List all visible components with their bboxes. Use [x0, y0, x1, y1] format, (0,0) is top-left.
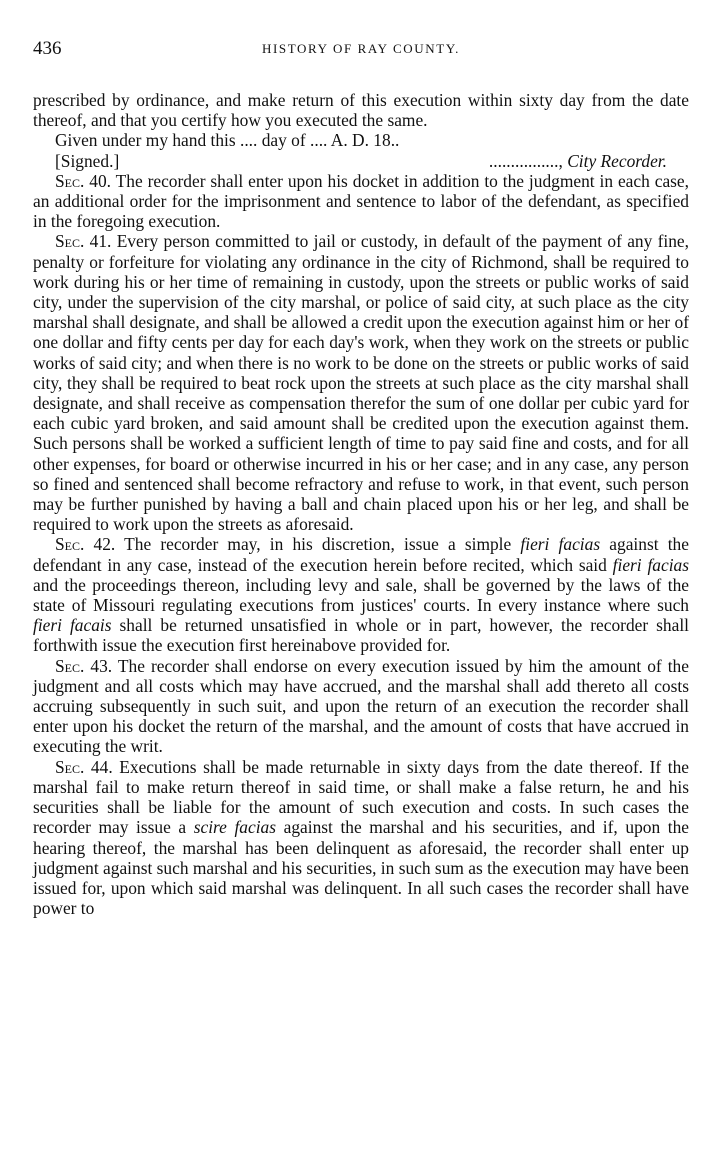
- latin-term: scire facias: [193, 817, 277, 838]
- section-44: [33, 757, 689, 919]
- section-text: against the defendant in any case, instead of the execution herein before recited, which said: [33, 534, 689, 575]
- section-text: Executions shall be made returnable in sixty days from the date thereof. If the marshal fail to make return thereof in said time, or shall make a false return, he and his securities shall be liable for the amount of such execution and costs. In such cases the recorder may issue a: [33, 756, 689, 838]
- latin-term: fieri facias: [612, 554, 689, 575]
- section-43: [33, 656, 689, 757]
- signature-block: [489, 151, 667, 171]
- section-42: [33, 534, 689, 655]
- section-label: Sec. 44.: [55, 756, 113, 777]
- latin-term: fieri facias: [520, 534, 601, 555]
- body-text: [33, 90, 689, 918]
- section-41: [33, 231, 689, 534]
- section-text: The recorder shall enter upon his docket in addition to the judgment in each case, an additional order for the imprisonment and sentence to labor of the defendant, as specified in the foregoing execution.: [33, 170, 689, 232]
- section-text: against the marshal and his securities, and if, upon the hearing thereof, the marshal has been delinquent as aforesaid, the recorder shall enter up judgment against such marshal and his securities, in such sum as the execution may have been issued for, upon which said marshal was delinquent. In all such cases the recorder shall have power to: [33, 817, 689, 919]
- running-title: HISTORY OF RAY COUNTY.: [262, 41, 460, 56]
- latin-term: fieri facais: [33, 615, 112, 636]
- page-number: 436: [33, 38, 62, 59]
- book-page: [33, 38, 689, 918]
- section-text: and the proceedings thereon, including levy and sale, shall be governed by the laws of the state of Missouri regulating executions from justices' courts. In every instance where such: [33, 574, 689, 616]
- signature-line: [33, 151, 689, 171]
- section-text: shall be returned unsatisfied in whole or in part, however, the recorder shall forthwith issue the execution first hereinabove provided for.: [33, 615, 689, 656]
- section-label: Sec. 41.: [55, 231, 112, 252]
- section-label: Sec. 40.: [55, 170, 112, 191]
- signed-label: [Signed.]: [55, 150, 120, 171]
- section-text: The recorder may, in his discretion, issue a simple: [124, 534, 512, 555]
- given-line: Given under my hand this .... day of .... A. D. 18..: [55, 130, 400, 151]
- paragraph-continued: prescribed by ordinance, and make return of this execution within sixty day from the date thereof, and that you certify how you executed the same.: [33, 90, 689, 131]
- signature-title: City Recorder.: [567, 150, 667, 171]
- signature-dots: ................,: [488, 150, 563, 171]
- page-header: [33, 38, 689, 68]
- section-text: The recorder shall endorse on every execution issued by him the amount of the judgment and all costs which may have accrued, and the marshal shall add thereto all costs accruing subsequently in such suit, and upon the return of an execution the recorder shall enter upon his docket the return of the marshal, and the amount of costs that have accrued in executing the writ.: [33, 655, 689, 757]
- section-label: Sec. 42.: [55, 534, 116, 555]
- section-40: [33, 171, 689, 232]
- section-label: Sec. 43.: [55, 655, 113, 676]
- section-text: Every person committed to jail or custody, in default of the payment of any fine, penalty or forfeiture for violating any ordinance in the city of Richmond, shall be required to work during his or her time of remaining in custody, upon the streets or public works of said city, under the supervision of the city marshal, or police of said city, at such place as the city marshal shall designate, and shall be allowed a credit upon the execution against him or her of one dollar and fifty cents per day for each day's work, when they work on the streets or public works of said city; and when there is no work to be done on the streets or public works of said city, they shall be required to beat rock upon the streets at such place as the city marshal shall designate, and shall receive as compensation therefor the sum of one dollar per cubic yard for each cubic yard broken, and said amount shall be credited upon the execution against them. Such persons shall be worked a sufficient length of time to pay said fine and costs, and for all other expenses, for board or otherwise incurred in his or her case; and in any case, any person so fined and sentenced shall become refractory and refuse to work, in that event, such person may be further punished by having a ball and chain placed upon his or her leg, and shall be required to work upon the streets as aforesaid.: [33, 231, 689, 535]
